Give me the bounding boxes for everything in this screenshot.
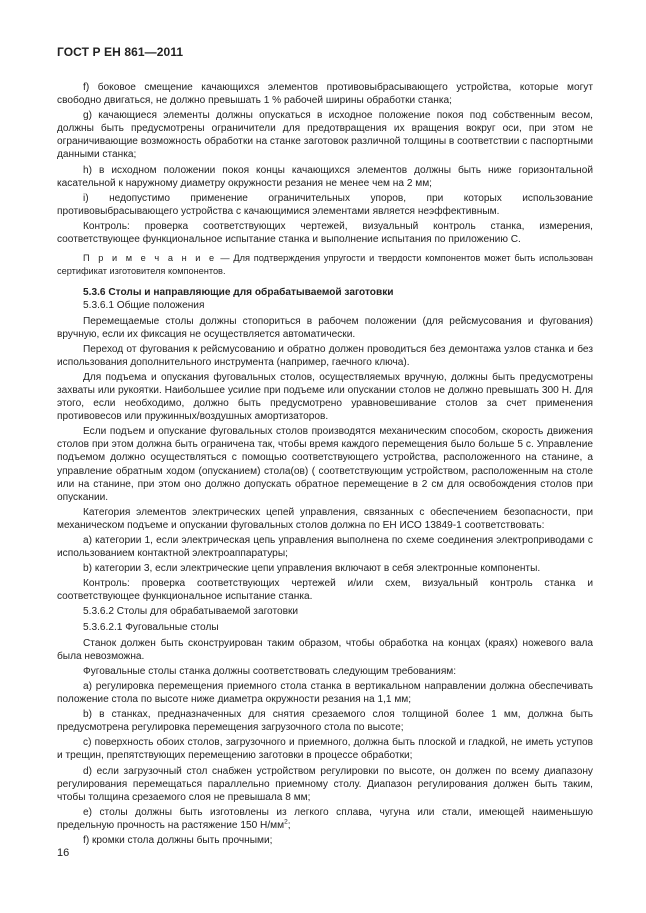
section-paragraph: c) поверхность обоих столов, загрузочного и приемного, должна быть плоской и гладкой, не иметь уступов и трещин, препятствующих перемещению заготовки в процессе обработки;	[57, 737, 593, 762]
paragraph-f-edges: f) кромки стола должны быть прочными;	[83, 834, 273, 846]
section-paragraph: 5.3.6.1 Общие положения	[83, 300, 205, 312]
page-number: 16	[57, 847, 70, 859]
page-body	[57, 81, 593, 847]
paragraph-f: f) боковое смещение качающихся элементов противовыбрасывающего устройства, которые могут свободно двигаться, не должно превышать 1 % рабочей ширины обработки станка;	[57, 82, 593, 107]
note-text: — Для подтверждения упругости и твердости компонентов может быть использован сертификат изготовителя компонентов.	[57, 253, 594, 276]
section-paragraph: Станок должен быть сконструирован таким образом, чтобы обработка на концах (краях) ножевого вала была невозможна.	[57, 637, 593, 662]
section-paragraph: Категория элементов электрических цепей управления, связанных с обеспечением безопасности, при механическом подъеме и опускании фуговальных столов должна по ЕН ИСО 13849-1 соответствовать:	[57, 506, 593, 531]
section-paragraph: Для подъема и опускания фуговальных столов, осуществляемых вручную, должны быть предусмотрены захваты или рукоятки. Наибольшее усилие при подъеме или опускании столов не должно превышать 300 Н. Для этого, если необходимо, должно быть предусмотрено уравновешивание столов за счет применения противовесов или пружинных/воздушных амортизаторов.	[57, 371, 593, 423]
section-paragraph: a) категории 1, если электрическая цепь управления выполнена по схеме соединения электроприводами с использованием контактной электроаппаратуры;	[57, 535, 593, 560]
section-paragraph: Контроль: проверка соответствующих чертежей и/или схем, визуальный контроль станка и соответствующее функциональное испытание станка.	[57, 578, 593, 603]
paragraph-g: g) качающиеся элементы должны опускаться в исходное положение покоя под собственным весом, должны быть предусмотрены ограничители для предотвращения их вращения вокруг оси, при этом не ограничивающие возможность обработки на станке заготовок различной толщины в соответствии с паспортными данными станка;	[57, 110, 593, 161]
section-paragraph: Фуговальные столы станка должны соответствовать следующим требованиям:	[83, 665, 457, 677]
paragraph-e	[57, 806, 593, 832]
document-header: ГОСТ Р ЕН 861—2011	[57, 45, 184, 59]
note	[57, 252, 593, 277]
paragraph-e-end: ;	[287, 819, 291, 831]
paragraph-e-text: e) столы должны быть изготовлены из легкого сплава, чугуна или стали, имеющей наименьшую предельную прочность на растяжение 150 Н/мм	[57, 806, 593, 831]
section-paragraph: b) в станках, предназначенных для снятия срезаемого слоя толщиной более 1 мм, должна быть предусмотрена регулировка перемещения загрузочного стола по высоте;	[57, 709, 593, 734]
section-heading: 5.3.6 Столы и направляющие для обрабатываемой заготовки	[83, 287, 394, 299]
section-paragraph: Переход от фугования к рейсмусованию и обратно должен проводиться без демонтажа узлов станка и без использования дополнительного инструмента (например, гаечного ключа).	[57, 343, 593, 368]
section-paragraph: 5.3.6.2 Столы для обрабатываемой заготовки	[83, 606, 299, 618]
section-paragraph: b) категории 3, если электрические цепи управления включают в себя электронные компоненты.	[83, 563, 541, 575]
paragraph-control: Контроль: проверка соответствующих чертежей, визуальный контроль станка, измерения, соответствующее функциональное испытание станка и выполнение испытания по приложению С.	[57, 220, 593, 246]
superscript: 2	[284, 818, 288, 826]
note-label: П р и м е ч а н и е	[83, 253, 217, 264]
section-paragraph: a) регулировка перемещения приемного стола станка в вертикальном направлении должна обеспечивать положение стола по высоте ниже диаметра окружности резания на 1,1 мм;	[57, 680, 593, 706]
section-paragraph: Перемещаемые столы должны стопориться в рабочем положении (для рейсмусования и фугования) вручную, если их фиксация не осуществляется автоматически.	[57, 315, 593, 340]
paragraph-i: i) недопустимо применение ограничительных упоров, при которых использование противовыбрасывающего устройства с качающимися элементами является неэффективным.	[57, 192, 593, 217]
section-paragraph: Если подъем и опускание фуговальных столов производятся механическим способом, скорость движения столов при этом должна быть ограничена так, чтобы время каждого перемещения было больше 5 с. Управление подъемом должно осуществляться с помощью соответствующего устройства, расположенного на станине, а управление обратным ходом (опусканием) стола(ов) ( соответствующим устройством, расположенным на столе или на станине, при этом оно должно допускать обратное перемещение в 2 см для освобождения столов при опускании.	[57, 426, 593, 503]
section-paragraph: 5.3.6.2.1 Фуговальные столы	[83, 621, 219, 633]
paragraph-h: h) в исходном положении покоя концы качающихся элементов должны быть ниже горизонтальной касательной к наружному диаметру окружности резания не менее чем на 2 мм;	[57, 164, 593, 189]
section-paragraph: d) если загрузочный стол снабжен устройством регулировки по высоте, он должен по всему диапазону регулирования перемещаться параллельно приемному столу. Диапазон регулирования должен быть таким, чтобы толщина срезаемого слоя не превышала 8 мм;	[57, 765, 593, 803]
